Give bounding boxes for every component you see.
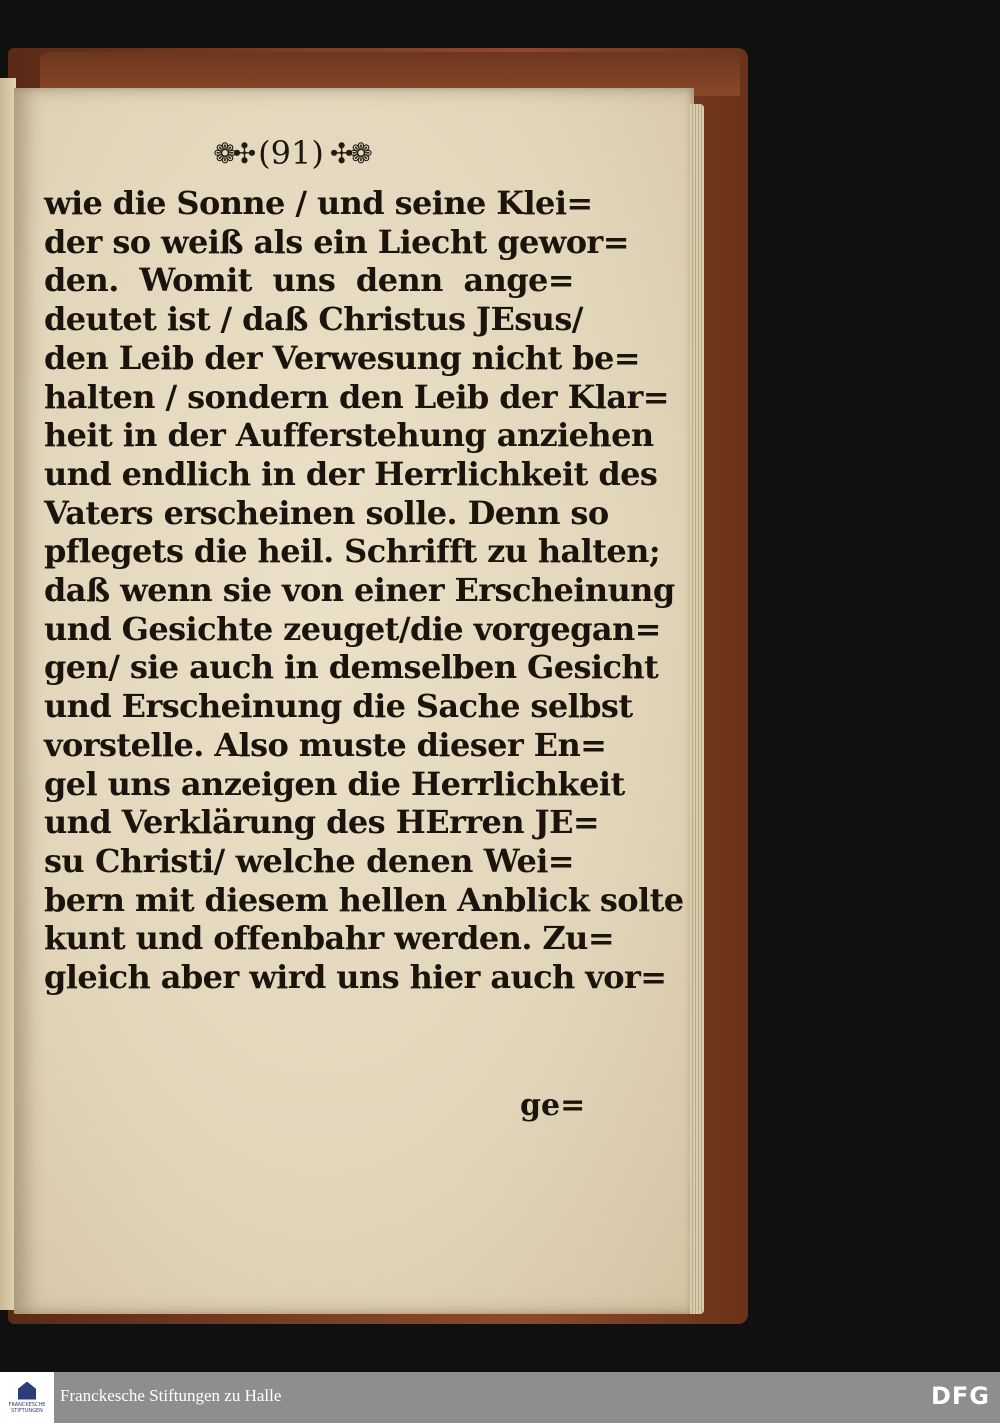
text-line: Vaters erscheinen solle. Denn so bbox=[44, 493, 609, 532]
logo-caption-line-1: FRANCKESCHE bbox=[8, 1401, 46, 1408]
text-line: und Erscheinung die Sache selbst bbox=[44, 687, 633, 726]
institution-name[interactable]: Franckesche Stiftungen zu Halle bbox=[60, 1386, 282, 1405]
text-line: kunt und offenbahr werden. Zu= bbox=[44, 919, 615, 958]
text-line: bern mit diesem hellen Anblick solte bbox=[44, 880, 684, 919]
text-line: gen/ sie auch in demselben Gesicht bbox=[44, 648, 659, 687]
text-line: und endlich in der Herrlichkeit des bbox=[44, 454, 658, 493]
text-line: der so weiß als ein Liecht gewor= bbox=[44, 222, 629, 261]
text-line: und Verklärung des HErren JE= bbox=[44, 803, 600, 842]
text-line: su Christi/ welche denen Wei= bbox=[44, 841, 574, 880]
page-body-text bbox=[44, 184, 684, 997]
logo-caption-line-2: STIFTUNGEN bbox=[11, 1407, 43, 1414]
viewer-footer bbox=[0, 1372, 1000, 1423]
house-icon bbox=[18, 1382, 36, 1400]
ornament-right-icon: ✣❁ bbox=[329, 136, 369, 170]
text-line: heit in der Aufferstehung anziehen bbox=[44, 416, 654, 455]
dfg-logo[interactable]: DFG bbox=[930, 1382, 990, 1410]
text-line: und Gesichte zeuget/die vorgegan= bbox=[44, 609, 661, 648]
text-line: daß wenn sie von einer Erscheinung bbox=[44, 571, 675, 610]
text-line: halten / sondern den Leib der Klar= bbox=[44, 377, 669, 416]
page-number: (91) bbox=[258, 134, 324, 172]
text-line: gel uns anzeigen die Herrlichkeit bbox=[44, 764, 625, 803]
text-line: den Leib der Verwesung nicht be= bbox=[44, 338, 640, 377]
ornament-left-icon: ❁✣ bbox=[213, 136, 253, 170]
catchword: ge= bbox=[520, 1088, 586, 1123]
text-line: gleich aber wird uns hier auch vor= bbox=[44, 958, 667, 997]
logo-caption bbox=[9, 1402, 46, 1414]
text-line: vorstelle. Also muste dieser En= bbox=[44, 725, 607, 764]
text-line: den. Womit uns denn ange= bbox=[44, 261, 574, 300]
institution-logo[interactable] bbox=[0, 1372, 54, 1423]
page-edges bbox=[690, 104, 704, 1314]
text-line: deutet ist / daß Christus JEsus/ bbox=[44, 300, 583, 339]
text-line: wie die Sonne / und seine Klei= bbox=[44, 184, 593, 222]
page-header bbox=[196, 130, 386, 176]
text-line: pflegets die heil. Schrifft zu halten; bbox=[44, 532, 661, 571]
